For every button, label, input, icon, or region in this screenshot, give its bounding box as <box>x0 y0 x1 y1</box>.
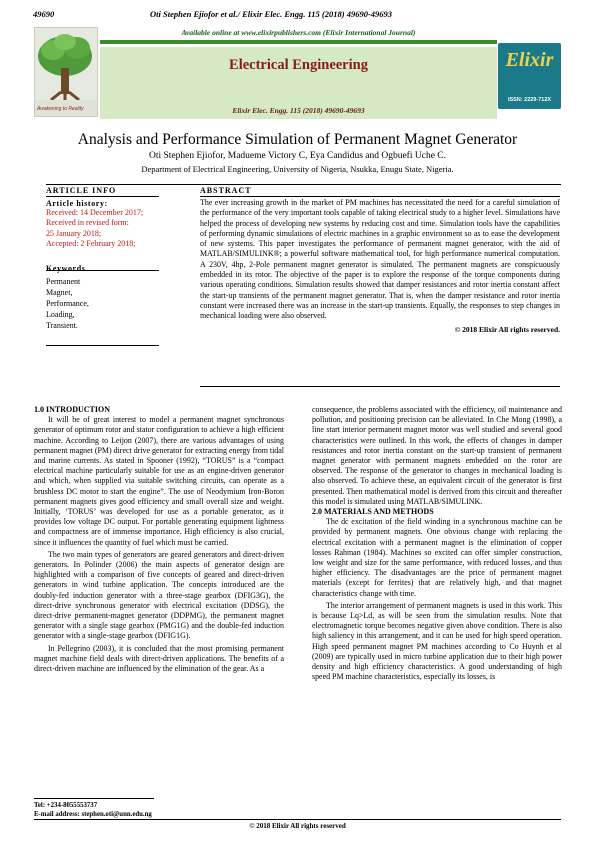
keyword: Transient. <box>46 321 78 331</box>
availability-line <box>100 28 497 37</box>
body-paragraph: The interior arrangement of permanent magnets is used in this work. This is because Lq>Ld, as will be seen from the simulation results. Note that electromagnetic torque becomes negative given above condition. There is also high saliency in this arrangement, and it can be used for high speed operation. High speed permanent magnet PM machines according to Co Huynh et al (2009) are typically used in micro turbine application due to their high power density and high efficiency characteristics. A good understanding of high speed PM machine characteristics, especially its losses, is <box>312 600 562 682</box>
methods-heading: 2.0 MATERIALS AND METHODS <box>312 507 434 517</box>
abstract-bottom-rule <box>200 386 560 387</box>
abstract <box>200 186 560 334</box>
history-line: 25 January 2018; <box>46 228 102 238</box>
body-right-column <box>312 405 562 682</box>
keyword: Loading, <box>46 310 75 320</box>
banner-rule <box>100 40 497 44</box>
footnote-email[interactable]: E-mail address: stephen.oti@unn.edu.ng <box>34 811 152 818</box>
info-bottom-rule <box>46 345 159 346</box>
history-line: Received in revised form: <box>46 218 129 228</box>
tree-icon <box>35 28 98 117</box>
footnote-tel: Tel: +234-8055553737 <box>34 802 98 809</box>
author-list: Oti Stephen Ejiofor, Madueme Victory C, Eya Candidus and Ogbuefi Uche C. <box>148 151 446 161</box>
footnote-rule <box>34 798 154 799</box>
affiliation: Department of Electrical Engineering, University of Nigeria, Nsukka, Enugu State, Nigeria. <box>141 164 454 174</box>
history-line: Accepted: 2 February 2018; <box>46 238 136 248</box>
running-head-text: Oti Stephen Ejiofor et al./ Elixir Elec. Engg. 115 (2018) 49690-49693 <box>150 9 393 19</box>
elixir-logo <box>498 43 561 109</box>
history-heading: Article history: <box>46 199 108 208</box>
abstract-copyright: © 2018 Elixir All rights reserved. <box>454 324 560 334</box>
footer-copyright: © 2018 Elixir All rights reserved <box>249 822 346 830</box>
body-paragraph: In Pellegrino (2003), it is concluded that the most promising permanent magnet machine field deals with direct-driven applications. The benefits of a direct-driven machine are influenced by the elimination of the gear. As a <box>34 643 284 674</box>
intro-heading: 1.0 INTRODUCTION <box>34 405 111 414</box>
availability-suffix: (Elixir International Journal) <box>321 28 416 37</box>
publisher-link[interactable]: www.elixirpublishers.com <box>241 28 321 37</box>
banner-center <box>100 27 497 122</box>
journal-citation: Elixir Elec. Engg. 115 (2018) 49690-49693 <box>232 106 365 115</box>
body-left-column <box>34 405 284 674</box>
footer-rule <box>34 819 561 820</box>
history-line: Received: 14 December 2017; <box>46 208 144 217</box>
article-info-heading: ARTICLE INFO <box>46 186 117 195</box>
keyword-list <box>46 276 159 331</box>
body-paragraph: The two main types of generators are geared generators and direct-driven generators. In Polinder (2006) the main aspects of generator design are highlighted with a comparison of five concepts of geared and direct-driven generators in wind turbine application. The concepts introduced are the doubly-fed induction generator with a three-stage gearbox (DFIG3G), the direct-drive synchronous generator with electrical excitation (DDSG), the direct-drive permanent-magnet generator (DDPMG), the permanent magnet generator with a single stage gearbox (PMG1G) and the double-fed induction generator with a single-stage gearbox (DFIG1G). <box>34 549 284 641</box>
article-info <box>46 186 159 331</box>
top-rule <box>46 184 561 185</box>
body-paragraph: It will be of great interest to model a permanent magnet synchronous generator of optimum rotor and stator configuration to achieve a high efficient machine. According to Leijon (2007), there are various advantages of using permanent magnet (PM) direct drive generator for extracting energy from tidal and marine currents. As stated in Spooner (1992), “TORUS” is a “compact electrical machine particularly suitable for use as an engine-driven generator and which, when supplied via suitable switching circuits, can operate as a brushless DC motor to start the engine”. The use of Neodymium Iron-Boron permanent magnets gives good efficiency and small overall size and weight. Initially, ‘TORUS’ was developed for use as a portable generator, as it provides low voltage DC output. For portable generating equipment lightness and compactness are of immense importance. High efficiency is also crucial, since it influences the quantity of fuel which must be carried. <box>34 415 284 547</box>
keyword: Magnet, <box>46 288 73 298</box>
abstract-heading: ABSTRACT <box>200 186 252 195</box>
left-logo-caption: Awakening to Reality <box>37 106 84 112</box>
running-head <box>0 9 595 21</box>
page-number: 49690 <box>33 9 55 19</box>
keyword: Permanent <box>46 277 81 287</box>
keyword: Performance, <box>46 299 89 309</box>
journal-name: Electrical Engineering <box>229 57 368 73</box>
issn-label: ISSN: 2229-712X <box>507 97 552 103</box>
footnote <box>34 801 152 819</box>
abstract-text: The ever increasing growth in the market of PM machines has necessitated the need for a careful simulation of the performance of the very important tools capable of taking electrical study to a higher level. Simulations have helped the process of developing new systems by reducing cost and time. Simulation tools have the capabilities of performing dynamic simulations of electric machines in a graphic environment so as to ease the development of new systems. This paper investigates the performance of permanent magnet generator, with the aid of MATLAB/SIMULINK®; a powerful software mathematical tool, for high performance numerical computation. A 230V, 4hp, 2-Pole permanent magnet generator is simulated. The permanent magnets are conspicuously embedded in its rotor. The objective of the paper is to explore the response of the torque components during various operating conditions. Simulation results showed that damper resistances and rotor inertia constant affect the start-up transients of the permanent magnet generator. That is, when the damper resistance and rotor inertia constant were increased there was an increase in the start-up transients. Equally, the responses to step changes in mechanical loading were also observed. <box>200 198 560 321</box>
elixir-brand: Elixir <box>505 49 554 71</box>
journal-banner <box>34 27 561 122</box>
body-paragraph: The dc excitation of the field winding in a synchronous machine can be provided by permanent magnets. One obvious change with replacing the electrical excitation with a permanent magnet is the elimination of copper losses Rahman (1984). Machines so excited can offer simpler construction, low weight and size for the same performance, with reduced losses, and thus higher efficiency. The disadvantages are the price of permanent magnet materials (except for ferrites) that are relatively high, and that magnet characteristics change with time. <box>312 517 562 598</box>
keywords-heading: Keywords <box>46 264 86 274</box>
paper-title: Analysis and Performance Simulation of Permanent Magnet Generator <box>77 131 518 148</box>
tree-logo <box>34 27 98 117</box>
body-paragraph: consequence, the problems associated with the efficiency, oil maintenance and pollution, and positioning precision can be alleviated. In Che Mong (1998), a line start interior permanent magnet motor was well studied and several good characteristics were outlined. In this work, the effects of changes in damper resistances and rotor inertia constant on the start-up transient of permanent magnet generator with permanent magnets embedded on the rotor are observed. The response of the generator to changes in mechanical loading is also observed. To achieve these, an equivalent circuit of the generator is first presented. Then mathematical model is derived from this circuit and thereafter this model is simulated using MATLAB/SIMULINK. <box>312 405 562 506</box>
availability-prefix: Available online at <box>181 28 242 37</box>
